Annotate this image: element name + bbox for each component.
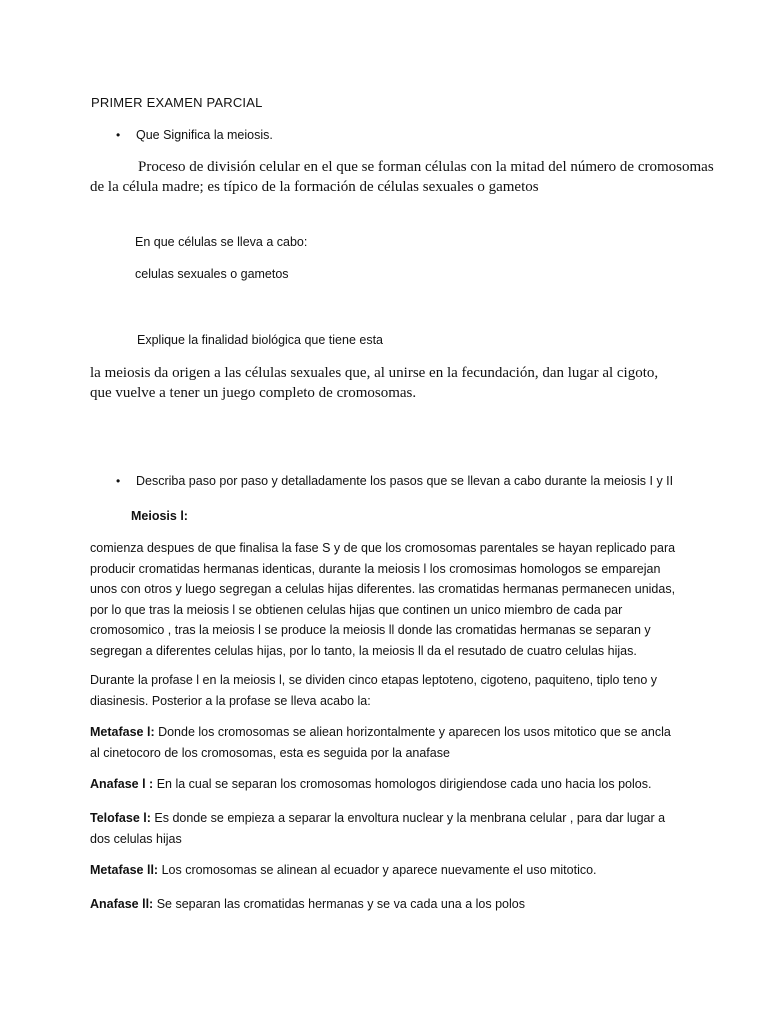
bullet-marker: • — [116, 474, 121, 488]
anafase-two-text: Se separan las cromatidas hermanas y se va cada una a los polos — [153, 897, 525, 911]
paragraph-line: dos celulas hijas — [90, 831, 182, 846]
answer-meiosis-meaning-line1: Proceso de división celular en el que se forman células con la mitad del número de cromosomas — [138, 159, 714, 175]
telofase-one-paragraph — [90, 808, 730, 849]
meiosis-one-heading: Meiosis l: — [131, 509, 188, 523]
question-cells: En que células se lleva a cabo: — [135, 235, 308, 249]
question-meiosis-meaning: Que Significa la meiosis. — [136, 128, 273, 142]
anafase-two-label: Anafase ll: — [90, 897, 154, 911]
paragraph-line — [90, 860, 730, 881]
paragraph-line: unos con otros y luego segregan a celulas hijas diferentes. las cromatidas hermanas permanecen unidas, — [90, 582, 676, 596]
anafase-one-paragraph — [90, 774, 730, 795]
paragraph-line — [90, 722, 730, 743]
anafase-one-label: Anafase l : — [90, 777, 154, 791]
paragraph-line: Durante la profase l en la meiosis l, se dividen cinco etapas leptoteno, cigoteno, paquiteno, tiplo teno y — [90, 673, 658, 687]
metafase-one-text: Donde los cromosomas se aliean horizontalmente y aparecen los usos mitotico que se ancla — [154, 725, 671, 739]
metafase-one-paragraph — [90, 722, 730, 763]
metafase-one-label: Metafase l: — [90, 725, 155, 739]
anafase-one-text: En la cual se separan los cromosomas homologos dirigiendose cada uno hacia los polos. — [153, 777, 652, 791]
metafase-two-label: Metafase ll: — [90, 863, 159, 877]
answer-cells: celulas sexuales o gametos — [135, 267, 289, 281]
answer-biological-purpose-line2: que vuelve a tener un juego completo de cromosomas. — [90, 385, 417, 401]
anafase-two-paragraph — [90, 894, 730, 915]
metafase-two-paragraph — [90, 860, 730, 881]
bullet-marker: • — [116, 128, 121, 142]
telofase-one-text: Es donde se empieza a separar la envoltura nuclear y la menbrana celular , para dar lugar a — [150, 811, 666, 825]
metafase-two-text: Los cromosomas se alinean al ecuador y aparece nuevamente el uso mitotico. — [158, 863, 597, 877]
telofase-one-label: Telofase l: — [90, 811, 151, 825]
paragraph-line: segregan a diferentes celulas hijas, por lo tanto, la meiosis ll da el resutado de cuatro celulas hijas. — [90, 643, 637, 658]
question-describe-steps: Describa paso por paso y detalladamente los pasos que se llevan a cabo durante la meiosis I y II — [136, 474, 674, 488]
paragraph-line: al cinetocoro de los cromosomas, esta es seguida por la anafase — [90, 745, 450, 760]
paragraph-line — [90, 774, 730, 795]
meiosis-one-paragraph — [90, 538, 730, 661]
answer-biological-purpose-line1: la meiosis da origen a las células sexuales que, al unirse en la fecundación, dan lugar al cigoto, — [90, 365, 659, 381]
paragraph-line: por lo que tras la meiosis l se obtienen celulas hijas que continen un unico miembro de cada par — [90, 602, 623, 617]
paragraph-line: comienza despues de que finalisa la fase S y de que los cromosomas parentales se hayan replicado para — [90, 541, 676, 555]
paragraph-line: producir cromatidas hermanas identicas, durante la meiosis l los cromosimas homologos se emparejan — [90, 561, 661, 576]
exam-title: PRIMER EXAMEN PARCIAL — [91, 95, 263, 110]
profase-paragraph — [90, 670, 730, 711]
paragraph-line: diasinesis. Posterior a la profase se lleva acabo la: — [90, 693, 371, 708]
answer-meiosis-meaning-line2: de la célula madre; es típico de la formación de células sexuales o gametos — [90, 179, 539, 195]
question-biological-purpose: Explique la finalidad biológica que tiene esta — [137, 333, 384, 347]
paragraph-line — [90, 894, 730, 915]
paragraph-line: cromosomico , tras la meiosis l se produce la meiosis ll donde las cromatidas hermanas se separan y — [90, 623, 651, 637]
paragraph-line — [90, 808, 730, 829]
